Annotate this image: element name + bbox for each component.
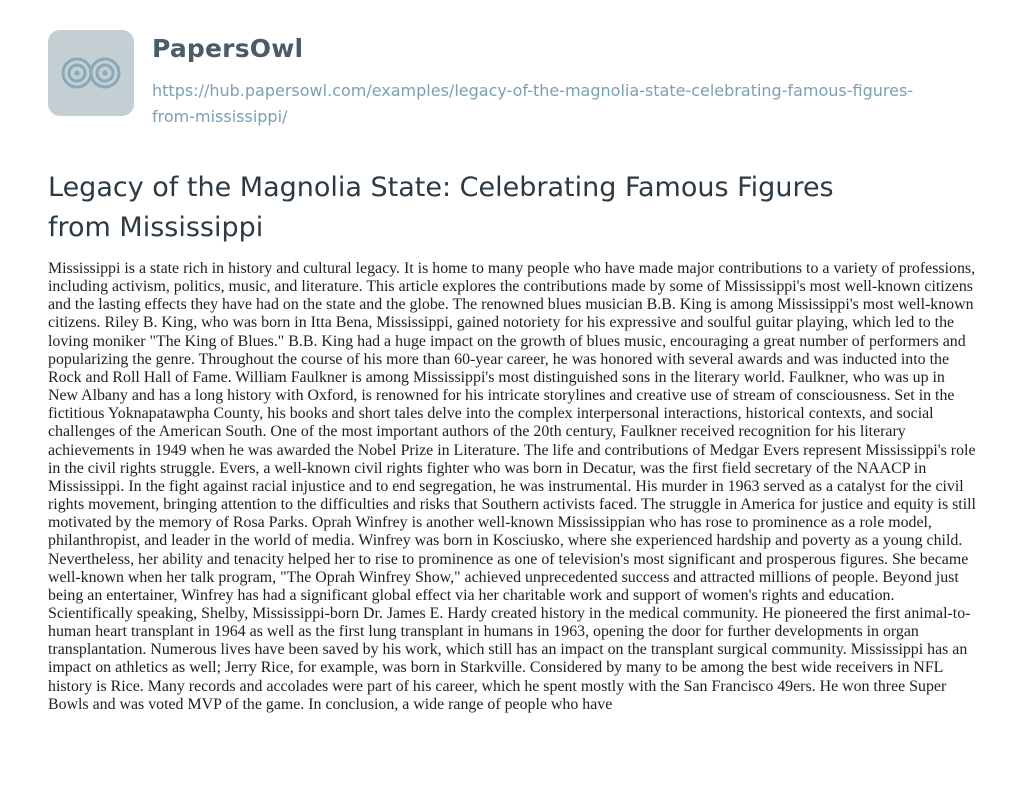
papersowl-logo[interactable] xyxy=(48,30,134,116)
document-body: Mississippi is a state rich in history and cultural legacy. It is home to many people who have made major contributions to a variety of professions, including activism, politics, music, and literature. This article explores the contributions made by some of Mississippi's most well-known citizens and the lasting effects they have had on the state and the globe. The renowned blues musician B.B. King is among Mississippi's most well-known citizens. Riley B. King, who was born in Itta Bena, Mississippi, gained notoriety for his expressive and soulful guitar playing, which led to the loving moniker "The King of Blues." B.B. King had a huge impact on the growth of blues music, encouraging a great number of performers and popularizing the genre. Throughout the course of his more than 60-year career, he was honored with several awards and was inducted into the Rock and Roll Hall of Fame. William Faulkner is among Mississippi's most distinguished sons in the literary world. Faulkner, who was up in New Albany and has a long history with Oxford, is renowned for his intricate storylines and creative use of stream of consciousness. Set in the fictitious Yoknapatawpha County, his books and short tales delve into the complex interpersonal interactions, historical contexts, and social challenges of the American South. One of the most important authors of the 20th century, Faulkner received recognition for his literary achievements in 1949 when he was awarded the Nobel Prize in Literature. The life and contributions of Medgar Evers represent Mississippi's role in the civil rights struggle. Evers, a well-known civil rights fighter who was born in Decatur, was the first field secretary of the NAACP in Mississippi. In the fight against racial injustice and to end segregation, he was instrumental. His murder in 1963 served as a catalyst for the civil rights movement, bringing attention to the difficulties and risks that Southern activists faced. The struggle in America for justice and equity is still motivated by the memory of Rosa Parks. Oprah Winfrey is another well-known Mississippian who has rose to prominence as a role model, philanthropist, and leader in the world of media. Winfrey was born in Kosciusko, where she experienced hardship and poverty as a young child. Nevertheless, her ability and tenacity helped her to rise to prominence as one of television's most significant and prosperous figures. She became well-known when her talk program, "The Oprah Winfrey Show," achieved unprecedented success and attracted millions of people. Beyond just being an entertainer, Winfrey has had a significant global effect via her charitable work and support of women's rights and education. Scientifically speaking, Shelby, Mississippi-born Dr. James E. Hardy created history in the medical community. He pioneered the first animal-to-human heart transplant in 1964 as well as the first lung transplant in humans in 1963, opening the door for further developments in organ transplantation. Numerous lives have been saved by his work, which still has an impact on the transplant surgical community. Mississippi has an impact on athletics as well; Jerry Rice, for example, was born in Starkville. Considered by many to be among the best wide receivers in NFL history is Rice. Many records and accolades were part of his career, which he spent mostly with the San Francisco 49ers. He won three Super Bowls and was voted MVP of the game. In conclusion, a wide range of people who have xyxy=(48,260,976,713)
source-url-link[interactable]: https://hub.papersowl.com/examples/legacy-of-the-magnolia-state-celebrating-famous-figures-from-mississippi/ xyxy=(152,81,914,126)
page-header xyxy=(48,26,988,156)
brand-name[interactable]: PapersOwl xyxy=(152,34,304,63)
document-title: Legacy of the Magnolia State: Celebrating Famous Figures from Mississippi xyxy=(48,172,834,243)
owl-eyes-logo-icon xyxy=(60,51,122,95)
